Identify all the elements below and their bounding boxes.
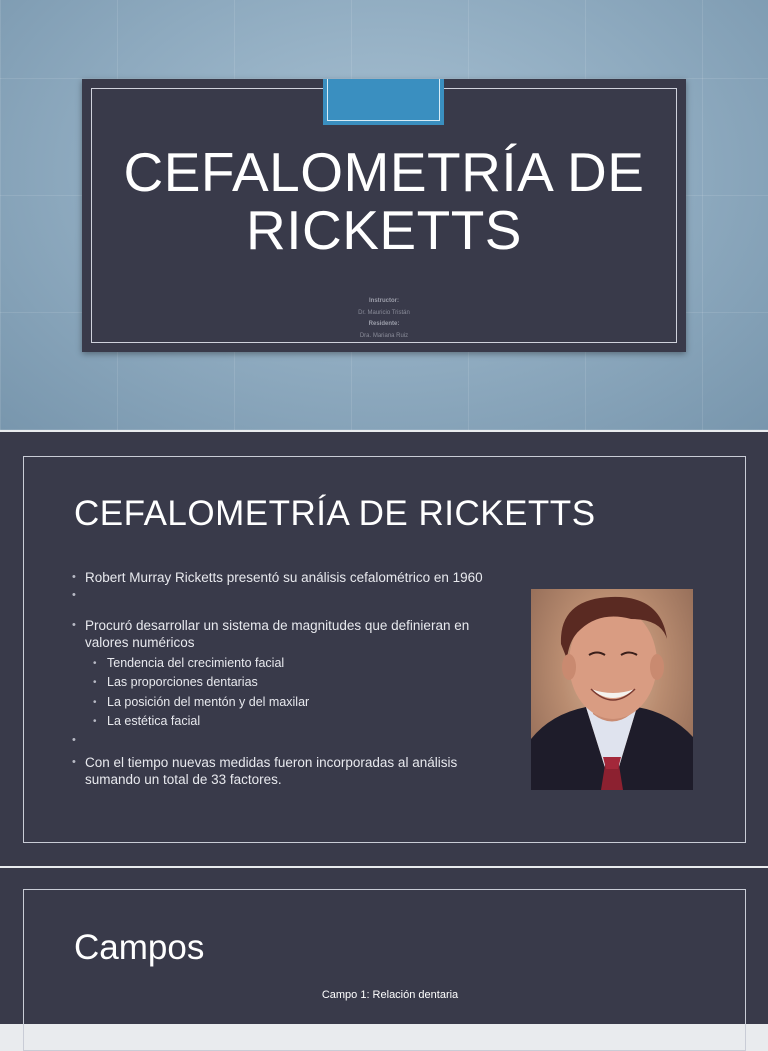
bullet-item: • Con el tiempo nuevas medidas fueron incorporadas al análisis sumando un total de 33 factores. (72, 754, 512, 789)
bullet-item: • Robert Murray Ricketts presentó su análisis cefalométrico en 1960 (72, 569, 512, 587)
credit-resident-name: Dra. Mariana Ruiz (359, 332, 409, 339)
campos-slide (0, 868, 768, 1024)
content-slide (0, 432, 768, 866)
title-line-2: RICKETTS (246, 199, 522, 261)
title-line-1: CEFALOMETRÍA DE (123, 141, 645, 203)
bullet-list (72, 569, 512, 789)
title-slide (0, 0, 768, 430)
presentation-title (82, 143, 686, 259)
campo-1-label: Campo 1: Relación dentaria (321, 989, 459, 1001)
slide-frame (23, 889, 746, 1051)
portrait-illustration (531, 589, 693, 790)
credits (82, 296, 686, 342)
sub-bullet-item: • La posición del mentón y del maxilar (91, 693, 518, 713)
accent-tab (323, 79, 444, 125)
bullet-spacer (72, 732, 512, 754)
title-card (82, 79, 686, 352)
sub-bullet-list (85, 654, 512, 732)
bullet-item-magnitudes (72, 617, 512, 732)
bullet-spacer (72, 587, 512, 617)
portrait-photo (531, 589, 693, 790)
slide-title: Campos (74, 928, 205, 967)
bullet-text: Procuró desarrollar un sistema de magnitudes que definieran en valores numéricos (85, 617, 470, 650)
sub-bullet-item: • La estética facial (91, 712, 518, 732)
credit-resident-label: Residente: (368, 321, 400, 327)
sub-bullet-item: • Las proporciones dentarias (91, 673, 518, 693)
credit-instructor-label: Instructor: (369, 298, 399, 304)
sub-bullet-item: • Tendencia del crecimiento facial (91, 654, 518, 674)
slide-title: CEFALOMETRÍA DE RICKETTS (74, 494, 596, 533)
credit-instructor-name: Dr. Mauricio Tristán (358, 309, 410, 316)
